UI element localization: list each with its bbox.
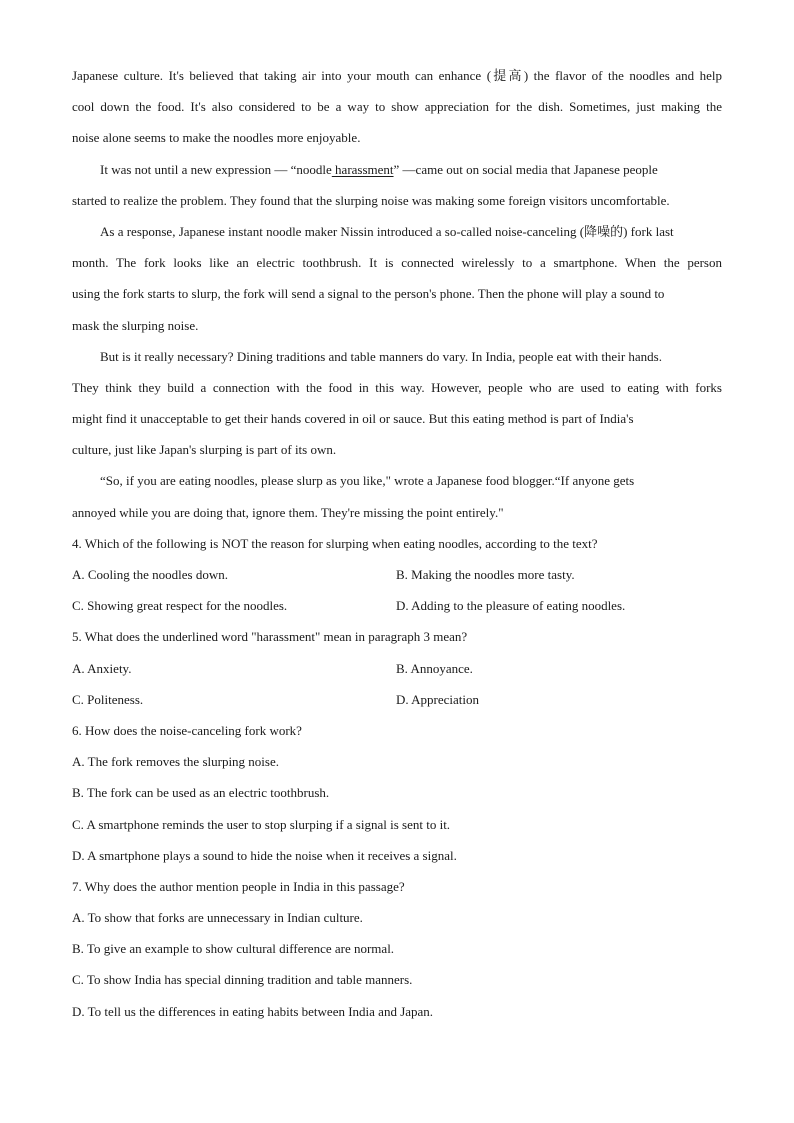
- option-a: A. Anxiety.: [72, 660, 132, 676]
- paragraph-2: [72, 154, 722, 216]
- paragraph-line: mask the slurping noise.: [72, 317, 199, 333]
- text-run: It was not until a new expression — “noodle: [100, 161, 332, 177]
- options-row: [72, 590, 722, 621]
- paragraph-3: [72, 216, 722, 341]
- question-7: [72, 871, 722, 1027]
- option-b: B. The fork can be used as an electric toothbrush.: [72, 785, 330, 801]
- paragraph-5: [72, 465, 722, 527]
- option-c: C. To show India has special dinning tradition and table manners.: [72, 972, 413, 988]
- question-4: [72, 528, 722, 622]
- paragraph-1: [72, 60, 722, 154]
- option-b: B. Making the noodles more tasty.: [396, 567, 575, 582]
- question-6: [72, 715, 722, 871]
- option-b: B. To give an example to show cultural difference are normal.: [72, 941, 395, 957]
- option-c: C. A smartphone reminds the user to stop slurping if a signal is sent to it.: [72, 816, 451, 832]
- question-5: [72, 621, 722, 715]
- paragraph-line: month. The fork looks like an electric toothbrush. It is connected wirelessly to a smartphone. When the person: [72, 255, 722, 271]
- paragraph-line: Japanese culture. It's believed that taking air into your mouth can enhance (提高) the flavor of the noodles and help: [72, 68, 722, 83]
- paragraph-line: noise alone seems to make the noodles more enjoyable.: [72, 130, 361, 146]
- paragraph-line: annoyed while you are doing that, ignore them. They're missing the point entirely.": [72, 504, 504, 520]
- paragraph-line: culture, just like Japan's slurping is part of its own.: [72, 442, 337, 458]
- paragraph-line: started to realize the problem. They found that the slurping noise was making some foreign visitors uncomfortable.: [72, 192, 670, 208]
- option-d: D. Adding to the pleasure of eating noodles.: [396, 598, 626, 614]
- paragraph-line: “So, if you are eating noodles, please slurp as you like," wrote a Japanese food blogger.“If anyone gets: [100, 473, 635, 489]
- question-stem: 4. Which of the following is NOT the reason for slurping when eating noodles, according to the text?: [72, 535, 598, 551]
- option-c: C. Politeness.: [72, 691, 144, 707]
- question-stem: 6. How does the noise-canceling fork work?: [72, 722, 302, 738]
- paragraph-line: might find it unacceptable to get their hands covered in oil or sauce. But this eating method is part of India's: [72, 411, 634, 427]
- option-b: B. Annoyance.: [396, 660, 473, 676]
- option-c: C. Showing great respect for the noodles.: [72, 598, 288, 614]
- paragraph-line: using the fork starts to slurp, the fork will send a signal to the person's phone. Then the phone will play a sound to: [72, 286, 665, 302]
- paragraph-line: cool down the food. It's also considered to be a way to show appreciation for the dish. Sometimes, just making the: [72, 99, 722, 115]
- underlined-word-harassment: harassment: [331, 161, 394, 177]
- question-stem: 7. Why does the author mention people in India in this passage?: [72, 878, 405, 894]
- paragraph-line: They think they build a connection with the food in this way. However, people who are used to eating with forks: [72, 379, 722, 395]
- paragraph-line: [72, 154, 722, 185]
- paragraph-line: As a response, Japanese instant noodle maker Nissin introduced a so-called noise-canceling (降噪的) fork last: [100, 223, 674, 239]
- question-stem: 5. What does the underlined word "harassment" mean in paragraph 3 mean?: [72, 629, 468, 645]
- document-page: [72, 60, 722, 1027]
- paragraph-line: But is it really necessary? Dining traditions and table manners do vary. In India, people eat with their hands.: [100, 348, 662, 364]
- paragraph-4: [72, 341, 722, 466]
- option-a: A. To show that forks are unnecessary in Indian culture.: [72, 910, 363, 926]
- option-d: D. Appreciation: [396, 691, 480, 707]
- options-row: [72, 653, 722, 684]
- option-d: D. To tell us the differences in eating habits between India and Japan.: [72, 1003, 434, 1019]
- text-run: ” —came out on social media that Japanese people: [393, 161, 658, 177]
- option-a: A. The fork removes the slurping noise.: [72, 754, 279, 770]
- option-a: A. Cooling the noodles down.: [72, 567, 228, 582]
- options-row: [72, 559, 722, 590]
- option-d: D. A smartphone plays a sound to hide the noise when it receives a signal.: [72, 847, 457, 863]
- options-row: [72, 684, 722, 715]
